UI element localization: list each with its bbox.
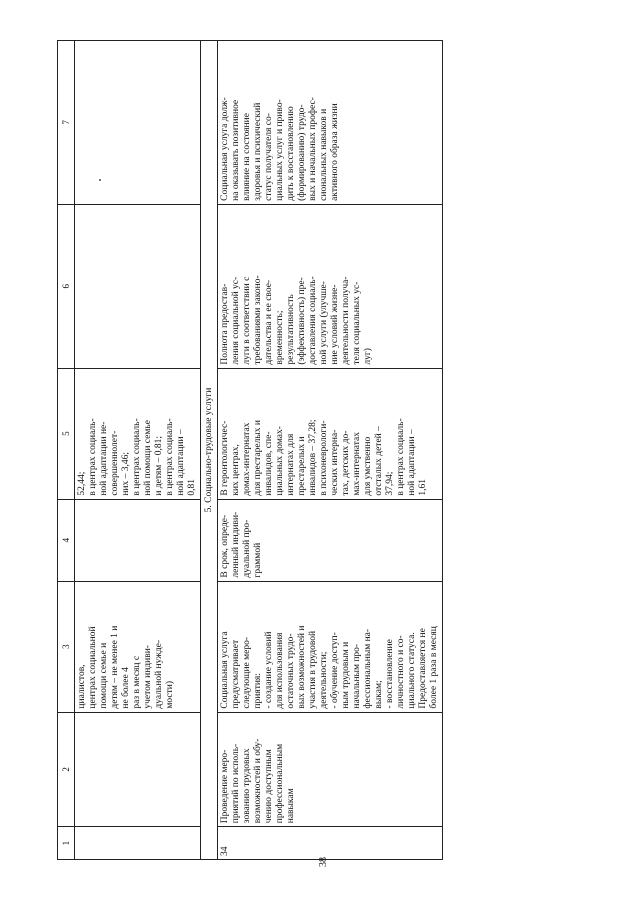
column-number: 6	[58, 204, 75, 368]
column-number: 1	[58, 827, 75, 860]
cell-tariffs: 52,44; в центрах социаль- ной адаптации не- совершеннолет- них – 3,46; в центрах социаль- ной помощи семье и детям – 0,81; в центрах социаль- ной адаптации – 0,81	[75, 368, 201, 499]
page-number: 38	[318, 857, 329, 867]
services-table	[57, 40, 443, 860]
cell	[75, 204, 201, 368]
column-number: 7	[58, 41, 75, 205]
column-number-row	[58, 41, 75, 860]
section-row	[201, 41, 218, 860]
cell	[75, 712, 201, 827]
scan-speck	[99, 179, 101, 181]
service-name: Проведение меро- приятий по исполь- зованию трудовых возможностей и обу- чению доступным профессиональным навыкам	[218, 712, 443, 827]
table-row	[218, 41, 443, 860]
quality-indicators: Полнота предостав- ления социальной ус- луги в соответствии с требованиями законо- дательства и ее свое- временность; результативность (эффективность) пре- доставления социаль- ной услуги (улучше- ние условий жизне- деятельности получа- теля социальных ус- луг)	[218, 204, 443, 368]
cell	[75, 499, 201, 581]
section-title: 5. Социально-трудовые услуги	[201, 41, 218, 860]
column-number: 5	[58, 368, 75, 499]
column-number: 4	[58, 499, 75, 581]
continuation-row	[75, 41, 201, 860]
service-tariffs: В геронтологичес- ких центрах, домах-интернатах для престарелых и инвалидов, спе- циальных домах- интернатах для престарелых и инвалидов – 37,28; в психоневрологи- ческих интерна- тах, детских до- мах-интернатах для умственно отсталых детей – 37,94; в центрах социаль- ной адаптации – 1,61	[218, 368, 443, 499]
column-number: 3	[58, 581, 75, 712]
cell	[75, 41, 201, 205]
column-number: 2	[58, 712, 75, 827]
service-term: В срок, опреде- ленный индиви- дуальной про- граммой	[218, 499, 443, 581]
service-description: Социальная услуга предусматривает следующие меро- приятия: - создание условий для использования остаточных трудо- вых возможностей и участия в трудовой деятельности; - обучение доступ- ным трудовым и начальным про- фессиональным на- выкам; - восстановление личностного и со- циального статуса. Предоставляется не более 1 раза в месяц	[218, 581, 443, 712]
cell	[75, 827, 201, 860]
cell-service-frequency: циалистов, центрах социальной помощи семье и детям – не менее 1 и не более 4 раз в месяц с учетом индиви- дуальной нужде- мости)	[75, 581, 201, 712]
row-number: 34	[218, 827, 443, 860]
quality-conditions: Социальная услуга долж- на оказывать позитивное влияние на состояние здоровья и психический статус получателя со- циальных услуг и приво- дить к восстановлению (формированию) трудо- вых и начальных профес- сиональных навыков и активного образа жизни	[218, 41, 443, 205]
